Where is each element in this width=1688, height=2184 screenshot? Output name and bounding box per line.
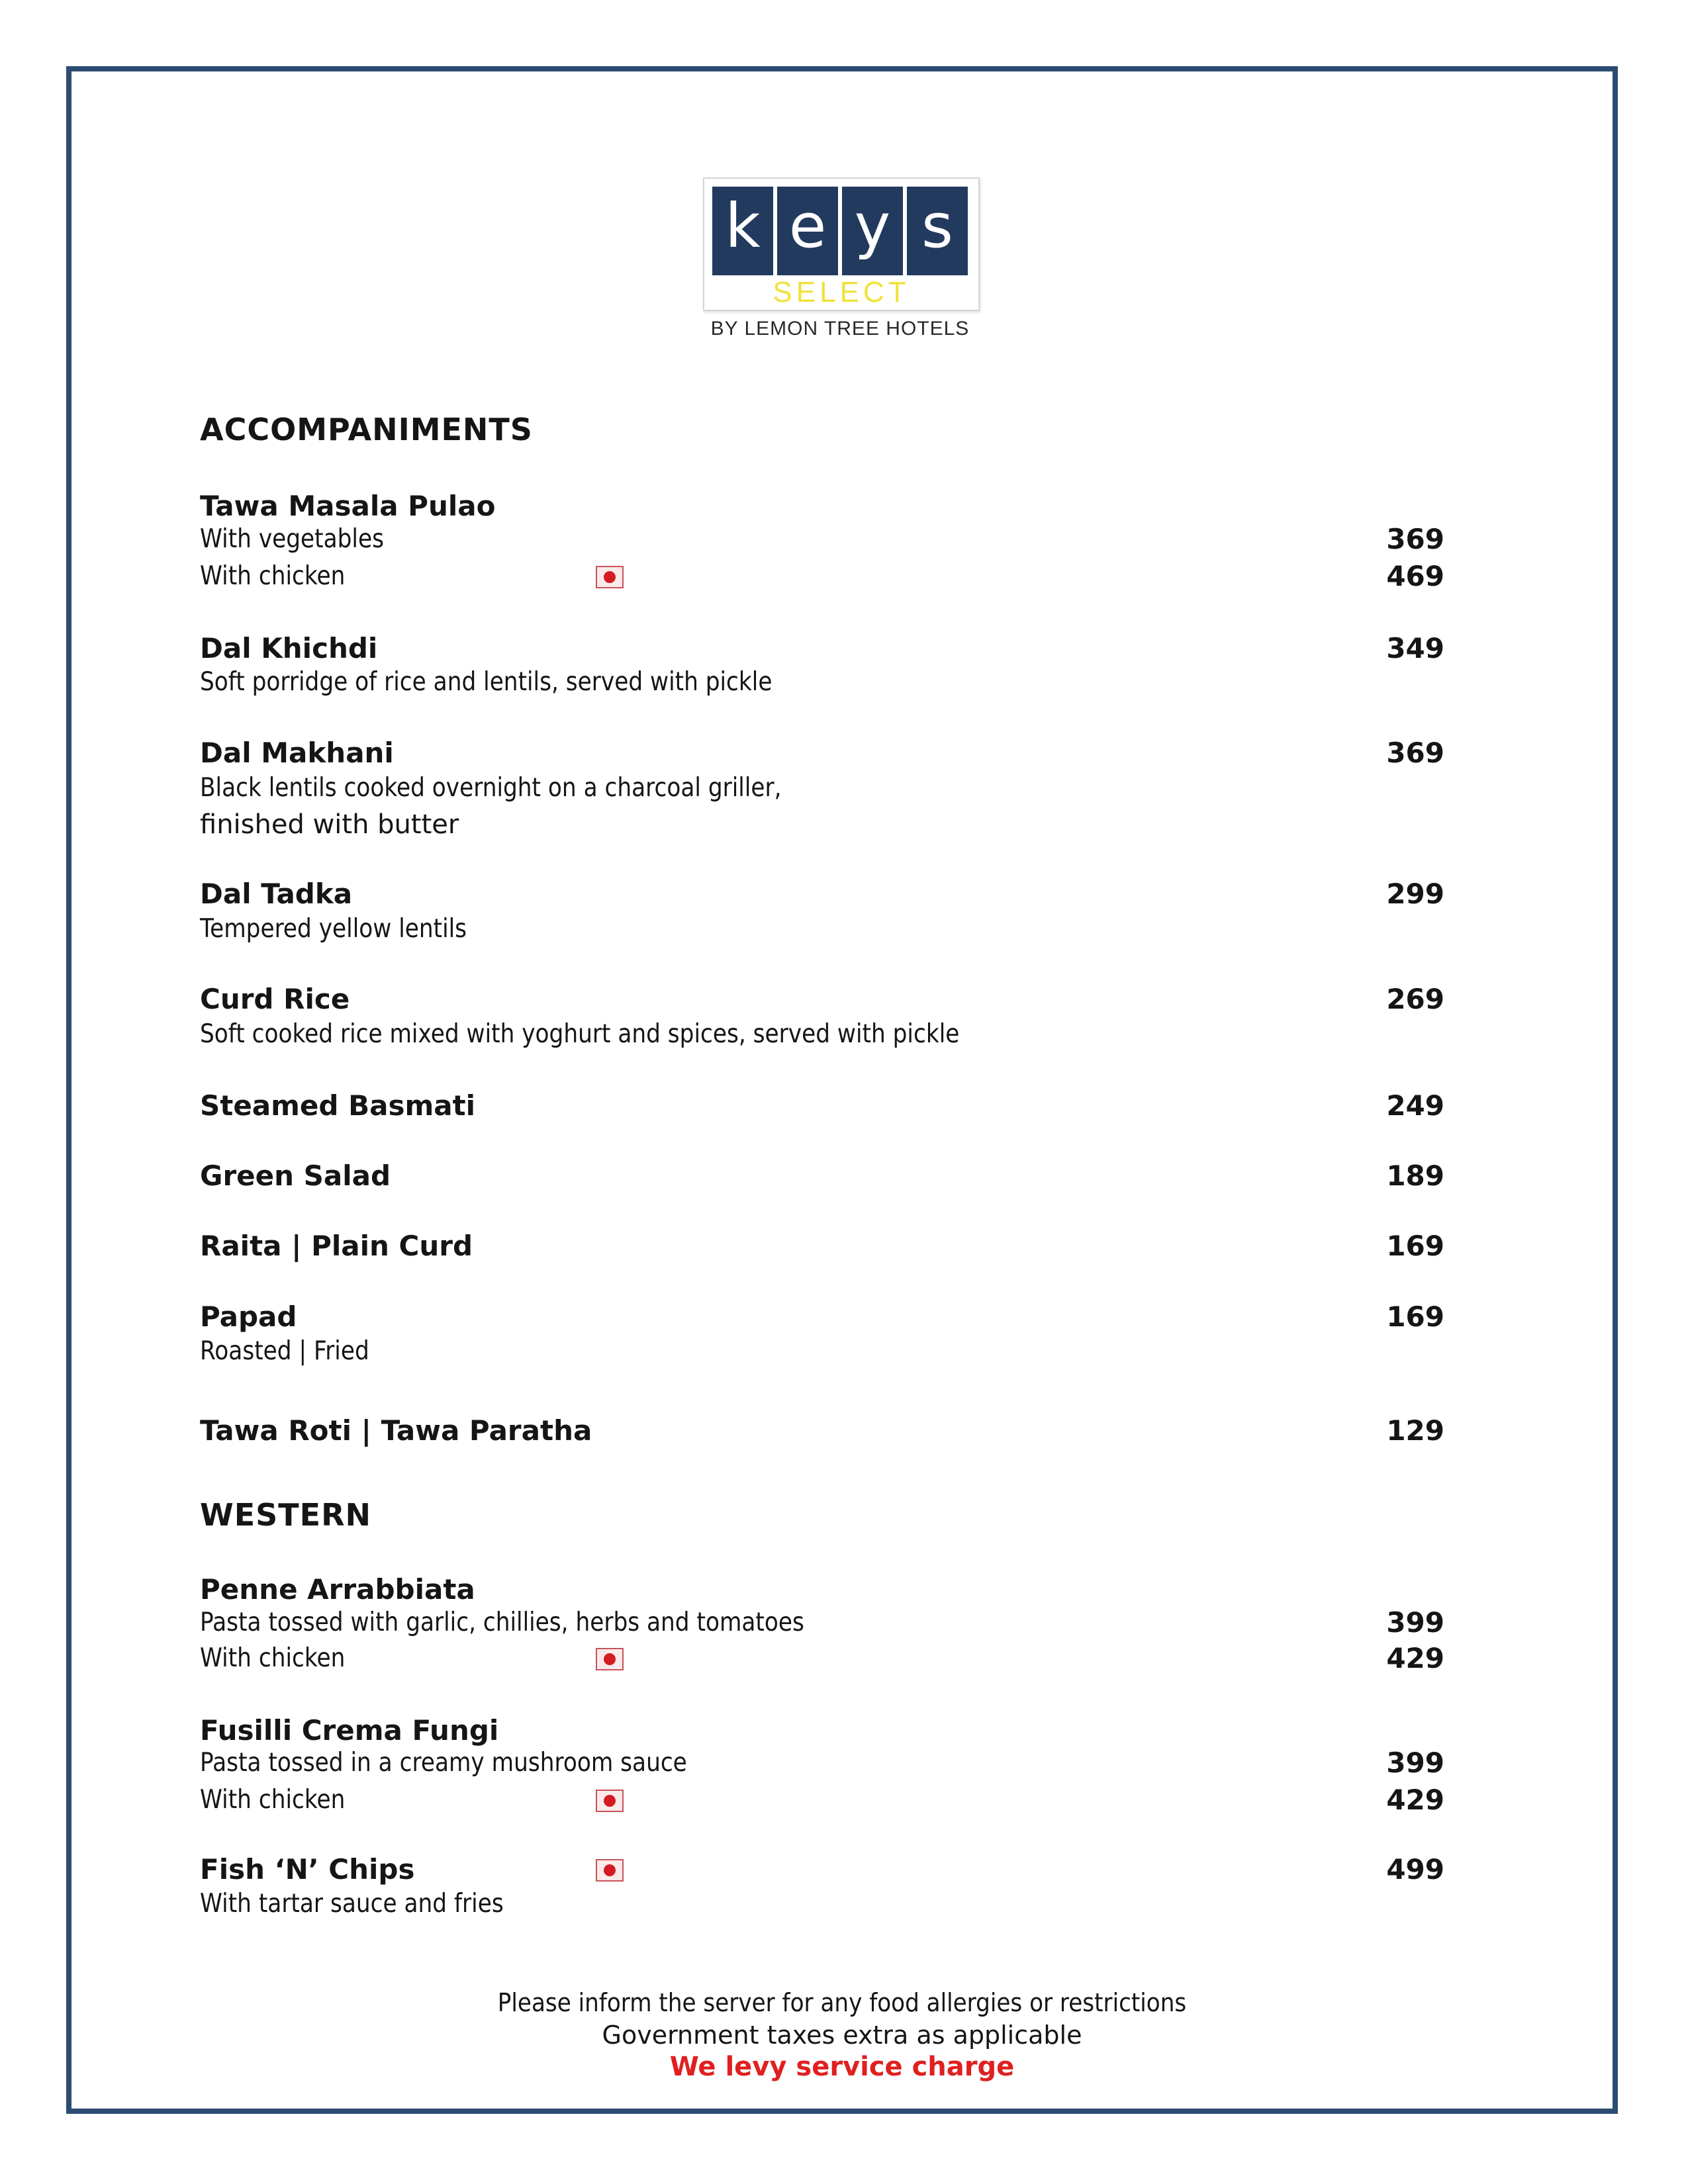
item-name: Tawa Masala Pulao bbox=[200, 490, 496, 522]
item-description-text: Tempered yellow lentils bbox=[200, 914, 467, 944]
variant-label: With vegetables bbox=[200, 524, 384, 554]
item-name: Dal Makhani bbox=[200, 737, 394, 769]
non-veg-icon bbox=[596, 566, 624, 588]
menu-item-penne-arrabbiata bbox=[200, 1571, 1444, 1608]
item-description-text: finished with butter bbox=[200, 809, 459, 840]
item-price: 429 bbox=[1386, 1784, 1444, 1816]
item-variant-chicken bbox=[200, 1782, 1444, 1819]
menu-item-fusilli-crema-fungi bbox=[200, 1712, 1444, 1749]
item-name: Raita | Plain Curd bbox=[200, 1230, 473, 1262]
item-variant-chicken bbox=[200, 558, 1444, 595]
item-price: 369 bbox=[1386, 737, 1444, 769]
item-description-text: With tartar sauce and fries bbox=[200, 1889, 504, 1919]
item-description bbox=[200, 1886, 1444, 1923]
item-description bbox=[200, 911, 1444, 948]
item-description-text: Black lentils cooked overnight on a charcoal griller, bbox=[200, 773, 782, 803]
item-description bbox=[200, 1604, 1444, 1641]
footer-taxes-notice: Government taxes extra as applicable bbox=[602, 2021, 1082, 2050]
menu-item-papad bbox=[200, 1298, 1444, 1336]
item-price: 399 bbox=[1386, 1747, 1444, 1779]
menu-item-dal-makhani bbox=[200, 735, 1444, 772]
item-description-text: Pasta tossed in a creamy mushroom sauce bbox=[200, 1748, 687, 1778]
item-name: Dal Khichdi bbox=[200, 632, 378, 664]
menu-item-curd-rice bbox=[200, 981, 1444, 1018]
non-veg-icon bbox=[596, 1859, 624, 1882]
item-price: 299 bbox=[1386, 878, 1444, 910]
item-name: Fusilli Crema Fungi bbox=[200, 1714, 499, 1747]
item-name: Tawa Roti | Tawa Paratha bbox=[200, 1414, 592, 1447]
logo-letter-e: e bbox=[777, 187, 838, 275]
item-price: 249 bbox=[1386, 1089, 1444, 1122]
item-description-text: Pasta tossed with garlic, chillies, herbs and tomatoes bbox=[200, 1608, 804, 1637]
logo-tagline: BY LEMON TREE HOTELS bbox=[710, 318, 970, 340]
item-description-text: Roasted | Fried bbox=[200, 1336, 369, 1366]
item-price: 399 bbox=[1386, 1606, 1444, 1639]
menu-item-tawa-roti bbox=[200, 1412, 1444, 1449]
logo-letter-k: k bbox=[712, 187, 773, 275]
item-description bbox=[200, 1333, 1444, 1370]
item-name: Papad bbox=[200, 1300, 297, 1333]
menu-item-fish-n-chips bbox=[200, 1851, 1444, 1888]
item-name: Fish ‘N’ Chips bbox=[200, 1853, 415, 1886]
item-description bbox=[200, 770, 1444, 807]
variant-label: With chicken bbox=[200, 1785, 346, 1815]
footer-allergy-notice: Please inform the server for any food allergies or restrictions bbox=[497, 1988, 1187, 2017]
section-heading-western: WESTERN bbox=[200, 1497, 372, 1533]
menu-item-raita bbox=[200, 1228, 1444, 1265]
logo-select-text: SELECT bbox=[773, 276, 910, 308]
item-price: 189 bbox=[1386, 1160, 1444, 1192]
item-price: 499 bbox=[1386, 1853, 1444, 1886]
menu-item-dal-khichdi bbox=[200, 630, 1444, 667]
menu-item-steamed-basmati bbox=[200, 1087, 1444, 1124]
item-price: 169 bbox=[1386, 1230, 1444, 1262]
footer-service-charge: We levy service charge bbox=[669, 2052, 1015, 2082]
menu-item-tawa-masala-pulao bbox=[200, 488, 1444, 525]
item-price: 169 bbox=[1386, 1300, 1444, 1333]
logo-box bbox=[703, 177, 980, 311]
item-price: 429 bbox=[1386, 1642, 1444, 1674]
item-description bbox=[200, 1745, 1444, 1782]
item-price: 469 bbox=[1386, 560, 1444, 592]
item-name: Steamed Basmati bbox=[200, 1089, 476, 1122]
item-description bbox=[200, 806, 1444, 843]
section-heading-accompaniments: ACCOMPANIMENTS bbox=[200, 412, 533, 447]
item-price: 269 bbox=[1386, 983, 1444, 1015]
non-veg-icon bbox=[596, 1648, 624, 1670]
item-description-text: Soft cooked rice mixed with yoghurt and spices, served with pickle bbox=[200, 1019, 960, 1049]
non-veg-icon bbox=[596, 1790, 624, 1812]
variant-label: With chicken bbox=[200, 1643, 346, 1673]
item-variant-chicken bbox=[200, 1640, 1444, 1677]
logo-tiles bbox=[712, 187, 968, 275]
menu-item-dal-tadka bbox=[200, 876, 1444, 913]
item-price: 369 bbox=[1386, 523, 1444, 555]
menu-item-green-salad bbox=[200, 1158, 1444, 1195]
item-name: Penne Arrabbiata bbox=[200, 1573, 475, 1606]
item-price: 349 bbox=[1386, 632, 1444, 664]
item-description-text: Soft porridge of rice and lentils, served with pickle bbox=[200, 667, 773, 697]
item-name: Green Salad bbox=[200, 1160, 391, 1192]
logo-letter-y: y bbox=[842, 187, 903, 275]
keys-select-logo bbox=[703, 177, 981, 340]
item-variant-vegetables bbox=[200, 521, 1444, 558]
item-description bbox=[200, 1016, 1444, 1053]
item-name: Curd Rice bbox=[200, 983, 350, 1015]
variant-label: With chicken bbox=[200, 561, 346, 591]
logo-letter-s: s bbox=[907, 187, 968, 275]
item-description bbox=[200, 664, 1444, 701]
item-name: Dal Tadka bbox=[200, 878, 353, 910]
item-price: 129 bbox=[1386, 1414, 1444, 1447]
